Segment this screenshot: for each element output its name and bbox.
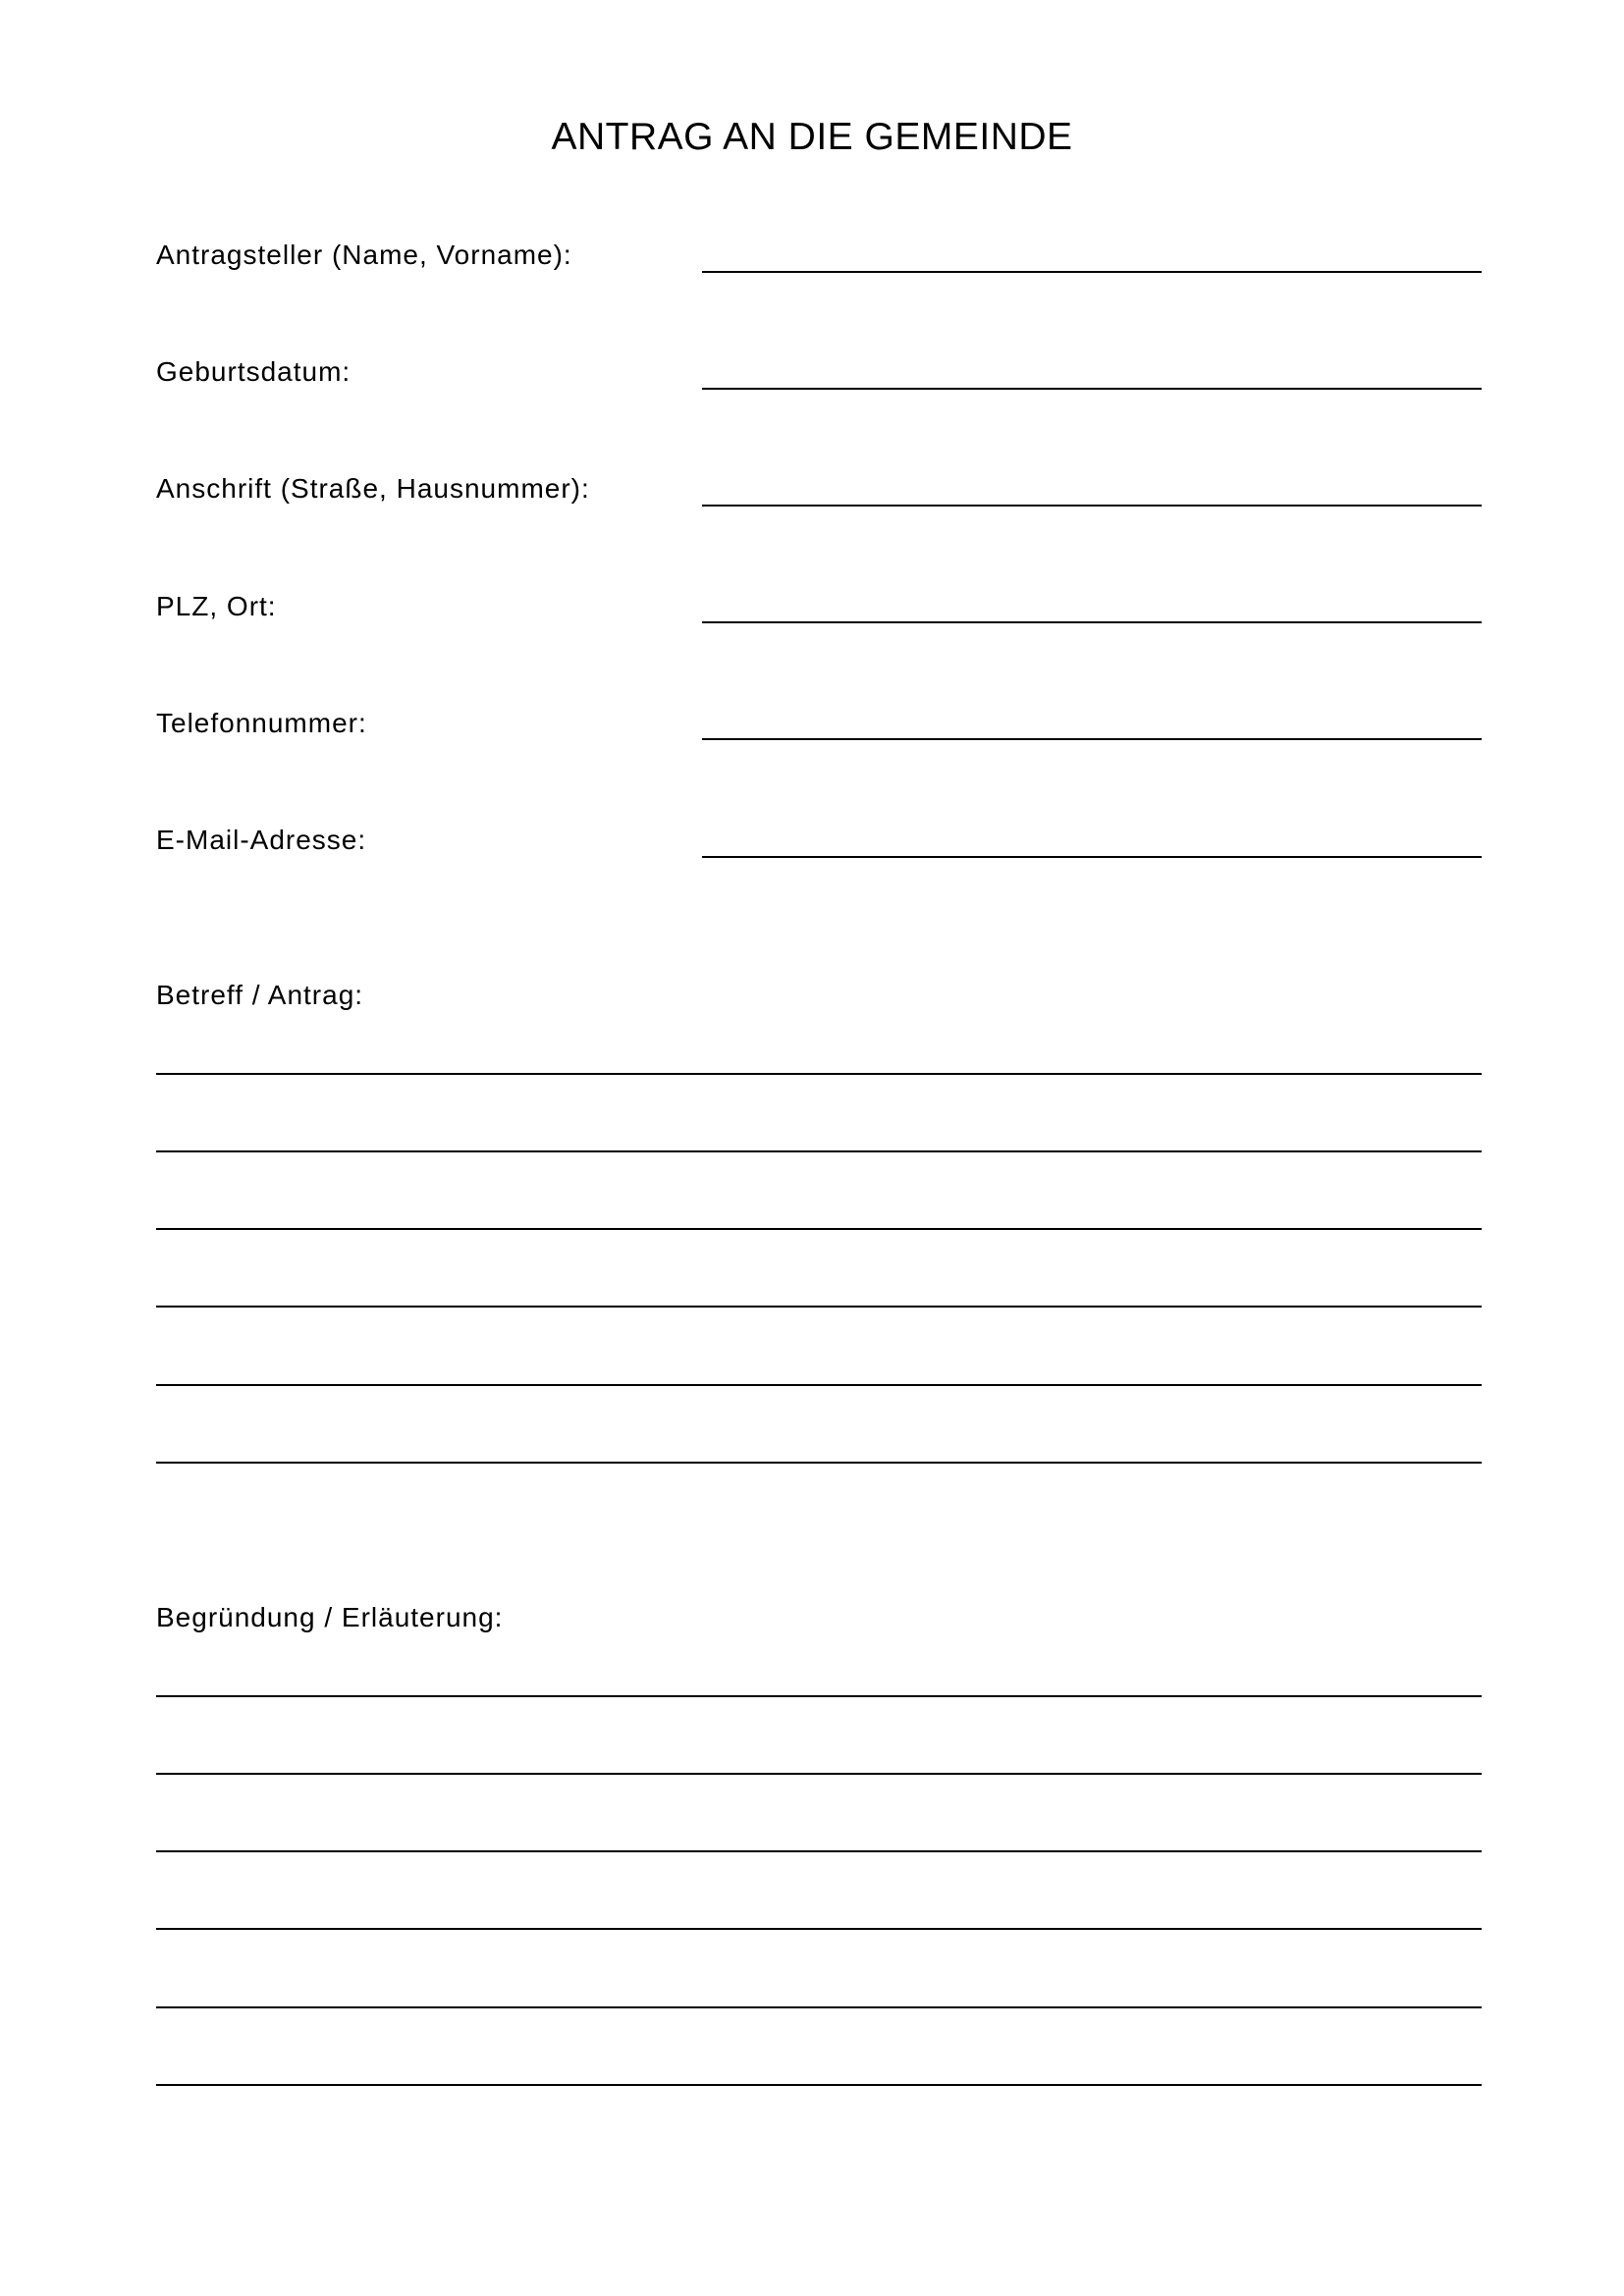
betreff-line-1-input[interactable] [156,1030,1482,1073]
telefonnummer-line [702,738,1482,740]
document-title: ANTRAG AN DIE GEMEINDE [551,116,1073,158]
begruendung-line-4 [156,1928,1482,1930]
betreff-line-1 [156,1073,1482,1075]
begruendung-line-6-input[interactable] [156,2041,1482,2084]
label-email: E-Mail-Adresse: [156,825,367,855]
label-plz-ort: PLZ, Ort: [156,591,277,621]
anschrift-line [702,505,1482,507]
betreff-line-4-input[interactable] [156,1262,1482,1306]
begruendung-line-1-input[interactable] [156,1652,1482,1695]
betreff-line-5-input[interactable] [156,1341,1482,1384]
betreff-line-3-input[interactable] [156,1185,1482,1228]
betreff-line-4 [156,1306,1482,1308]
geburtsdatum-input[interactable] [702,345,1482,388]
begruendung-line-3-input[interactable] [156,1807,1482,1850]
label-geburtsdatum: Geburtsdatum: [156,356,352,387]
begruendung-line-3 [156,1850,1482,1852]
betreff-line-6-input[interactable] [156,1418,1482,1462]
anschrift-input[interactable] [702,461,1482,505]
betreff-line-6 [156,1462,1482,1464]
begruendung-line-4-input[interactable] [156,1885,1482,1928]
geburtsdatum-line [702,388,1482,390]
begruendung-line-5 [156,2006,1482,2008]
begruendung-line-5-input[interactable] [156,1963,1482,2006]
plz-ort-input[interactable] [702,579,1482,622]
label-begruendung: Begründung / Erläuterung: [156,1602,504,1632]
betreff-line-3 [156,1228,1482,1230]
betreff-line-2-input[interactable] [156,1107,1482,1150]
label-anschrift: Anschrift (Straße, Hausnummer): [156,473,590,504]
begruendung-line-6 [156,2084,1482,2086]
begruendung-line-2 [156,1773,1482,1775]
begruendung-line-1 [156,1695,1482,1697]
betreff-line-5 [156,1384,1482,1386]
email-input[interactable] [702,813,1482,856]
antragsteller-input[interactable] [702,228,1482,271]
telefonnummer-input[interactable] [702,696,1482,739]
betreff-line-2 [156,1150,1482,1152]
antragsteller-line [702,271,1482,273]
begruendung-line-2-input[interactable] [156,1730,1482,1773]
label-telefonnummer: Telefonnummer: [156,708,367,738]
plz-ort-line [702,621,1482,623]
email-line [702,856,1482,858]
label-betreff: Betreff / Antrag: [156,980,364,1010]
label-antragsteller: Antragsteller (Name, Vorname): [156,240,572,270]
